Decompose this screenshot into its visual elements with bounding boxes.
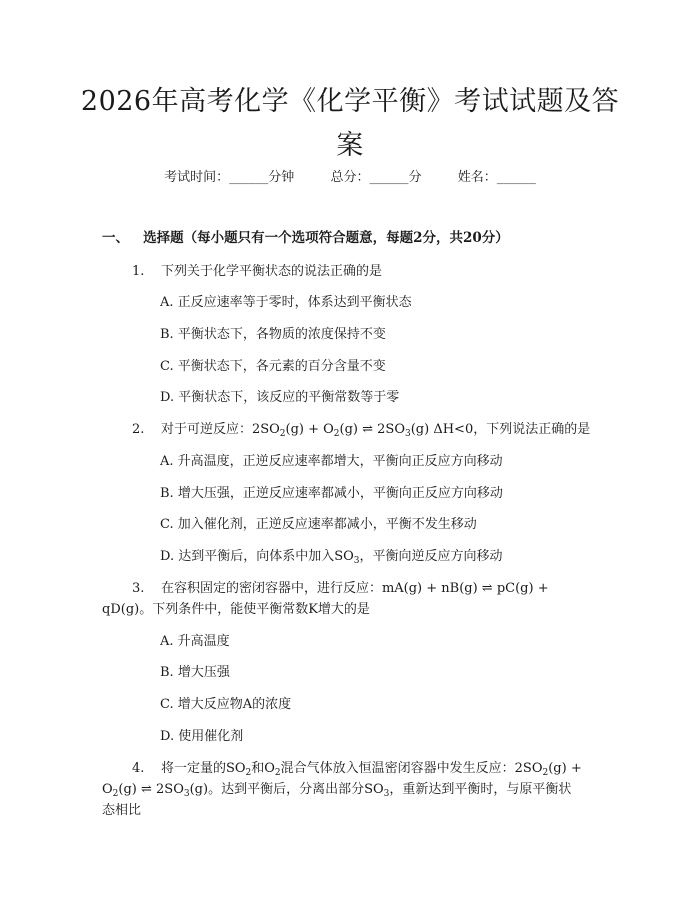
q1-option-a: A. 正反应速率等于零时，体系达到平衡状态 — [160, 295, 412, 310]
stem-part: 将一定量的SO — [160, 761, 246, 776]
q2-option-b: B. 增大压强，正逆反应速率都减小，平衡向正反应方向移动 — [160, 486, 503, 501]
stem-part: (g) ⇌ 2SO — [118, 782, 184, 797]
question-number: 3. — [132, 581, 145, 596]
subscript: 2 — [274, 768, 281, 778]
stem-part: 和O — [251, 761, 275, 776]
subscript: 3 — [183, 789, 190, 799]
q3-option-a: A. 升高温度 — [160, 634, 230, 649]
page-title: 2026年高考化学《化学平衡》考试试题及答案 — [80, 86, 620, 161]
q1-option-d: D. 平衡状态下，该反应的平衡常数等于零 — [160, 390, 400, 405]
section-heading — [102, 228, 509, 248]
option-part: D. 达到平衡后，向体系中加入SO — [160, 549, 354, 564]
score-unit: 分 — [408, 170, 422, 185]
subscript: 3 — [405, 429, 411, 439]
question-4-continued: 态相比 — [102, 803, 142, 818]
question-2 — [132, 421, 590, 439]
section-title: 选择题（每小题只有一个选项符合题意，每题2分，共20分） — [143, 230, 509, 246]
stem-part: 混合气体放入恒温密闭容器中发生反应：2SO — [280, 761, 543, 776]
subscript: 2 — [112, 789, 119, 799]
subscript: 2 — [245, 768, 252, 778]
q1-option-c: C. 平衡状态下，各元素的百分含量不变 — [160, 359, 386, 374]
stem-part: (g)。达到平衡后，分离出部分SO — [189, 782, 384, 797]
exam-meta — [0, 169, 700, 187]
q3-option-d: D. 使用催化剂 — [160, 729, 244, 744]
question-1 — [132, 263, 382, 281]
q2-option-d — [160, 548, 503, 566]
score-label: 总分： — [330, 170, 370, 185]
q2-option-c: C. 加入催化剂，正逆反应速率都减小，平衡不发生移动 — [160, 517, 477, 532]
stem-part: O — [102, 782, 113, 797]
question-3 — [132, 580, 549, 598]
stem-part: 对于可逆反应：2SO — [160, 422, 280, 437]
question-stem: 在容积固定的密闭容器中，进行反应：mA(g) + nB(g) ⇌ pC(g) + — [160, 581, 549, 596]
question-stem: 下列关于化学平衡状态的说法正确的是 — [160, 264, 382, 279]
question-number: 2. — [132, 422, 145, 437]
stem-part: (g) + O — [285, 422, 334, 437]
time-blank: ______ — [229, 170, 269, 185]
subscript: 2 — [279, 429, 286, 439]
option-part: ，平衡向逆反应方向移动 — [359, 549, 503, 564]
question-4 — [132, 760, 582, 778]
q1-option-b: B. 平衡状态下，各物质的浓度保持不变 — [160, 327, 386, 342]
time-label: 考试时间： — [164, 170, 230, 185]
subscript: 3 — [383, 789, 390, 799]
stem-part: ，重新达到平衡时，与原平衡状 — [389, 782, 572, 797]
stem-part: (g) ⇌ 2SO — [339, 422, 405, 437]
time-unit: 分钟 — [268, 170, 295, 185]
name-label: 姓名： — [457, 170, 497, 185]
question-4-continued — [102, 781, 571, 799]
subscript: 3 — [353, 556, 360, 566]
name-blank: ______ — [496, 170, 536, 185]
question-number: 4. — [132, 761, 145, 776]
stem-part: (g) + — [548, 761, 582, 776]
question-number: 1. — [132, 264, 145, 279]
q3-option-b: B. 增大压强 — [160, 665, 230, 680]
q2-option-a: A. 升高温度，正逆反应速率都增大，平衡向正反应方向移动 — [160, 454, 503, 469]
section-number: 一、 — [102, 230, 129, 246]
subscript: 2 — [542, 768, 549, 778]
q3-option-c: C. 增大反应物A的浓度 — [160, 697, 292, 712]
score-blank: ______ — [369, 170, 409, 185]
stem-part: (g) ΔH<0，下列说法正确的是 — [410, 422, 591, 437]
subscript: 2 — [333, 429, 340, 439]
question-3-continued: qD(g)。下列条件中，能使平衡常数K增大的是 — [102, 602, 370, 617]
